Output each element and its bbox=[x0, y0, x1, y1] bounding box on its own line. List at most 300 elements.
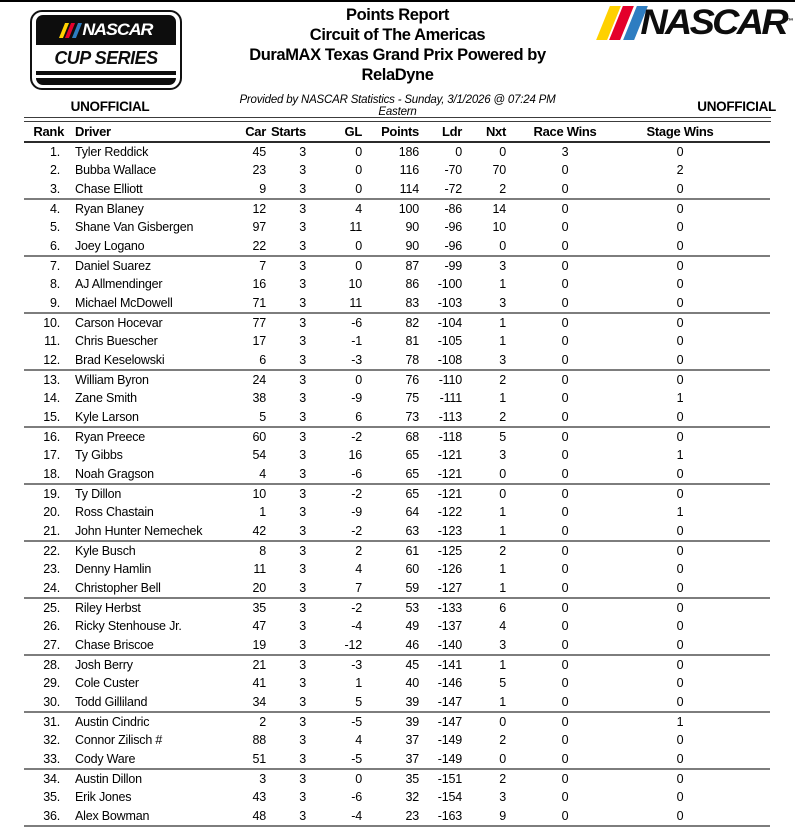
cell-starts: 3 bbox=[299, 334, 306, 348]
status-bar bbox=[0, 94, 795, 116]
nascar-wordmark-text: NASCAR bbox=[640, 3, 786, 42]
cell-gl: 1 bbox=[355, 676, 362, 690]
cell-nxt: 1 bbox=[499, 505, 506, 519]
cell-gl: -2 bbox=[351, 600, 362, 615]
cell-stage-wins: 0 bbox=[676, 277, 684, 291]
cell-stage-wins: 0 bbox=[676, 543, 684, 558]
cell-driver: Noah Gragson bbox=[75, 466, 154, 481]
cell-ldr: -86 bbox=[444, 201, 462, 216]
cell-starts: 3 bbox=[299, 562, 306, 576]
cell-rank: 13. bbox=[43, 372, 60, 387]
cell-points: 100 bbox=[398, 201, 419, 216]
column-header-stage-wins: Stage Wins bbox=[646, 123, 714, 139]
cell-car: 22 bbox=[252, 238, 266, 253]
cell-points: 49 bbox=[405, 619, 419, 633]
report-title-line1: Points Report bbox=[346, 6, 449, 24]
table-row bbox=[24, 199, 770, 218]
column-header-points: Points bbox=[381, 123, 419, 139]
table-row bbox=[24, 712, 770, 731]
cell-race-wins: 0 bbox=[561, 543, 569, 558]
cell-nxt: 1 bbox=[499, 523, 506, 538]
cell-race-wins: 0 bbox=[561, 352, 569, 367]
cell-race-wins: 0 bbox=[561, 258, 569, 273]
table-row bbox=[24, 180, 770, 199]
cell-driver: AJ Allmendinger bbox=[75, 277, 163, 291]
table-row bbox=[24, 807, 770, 826]
cell-gl: -6 bbox=[351, 466, 362, 481]
cell-filler bbox=[736, 142, 770, 161]
cell-stage-wins: 0 bbox=[676, 352, 684, 367]
cell-race-wins: 0 bbox=[561, 714, 569, 729]
cell-starts: 3 bbox=[299, 771, 306, 786]
cell-starts: 3 bbox=[299, 295, 306, 310]
cell-points: 90 bbox=[405, 220, 419, 234]
cell-stage-wins: 0 bbox=[676, 334, 684, 348]
cell-race-wins: 0 bbox=[561, 790, 569, 804]
table-row bbox=[24, 788, 770, 807]
cell-stage-wins: 0 bbox=[676, 637, 684, 652]
nascar-slashes-icon bbox=[62, 23, 79, 38]
cell-nxt: 0 bbox=[499, 751, 506, 766]
cell-driver: Brad Keselowski bbox=[75, 352, 165, 367]
cell-car: 34 bbox=[252, 694, 266, 709]
cell-points: 37 bbox=[405, 751, 419, 766]
cell-gl: 11 bbox=[349, 295, 362, 310]
cell-filler bbox=[736, 541, 770, 560]
table-row bbox=[24, 142, 770, 161]
cell-starts: 3 bbox=[299, 391, 306, 405]
trademark-symbol: ™ bbox=[785, 18, 791, 25]
cell-ldr: -121 bbox=[437, 448, 462, 462]
cell-filler bbox=[736, 788, 770, 807]
report-title-line2: Circuit of The Americas bbox=[309, 26, 486, 44]
cell-race-wins: 0 bbox=[561, 220, 569, 234]
cell-stage-wins: 1 bbox=[676, 391, 684, 405]
cell-race-wins: 0 bbox=[561, 181, 569, 196]
cell-filler bbox=[736, 807, 770, 826]
table-row bbox=[24, 617, 770, 636]
table-row bbox=[24, 674, 770, 693]
cell-starts: 3 bbox=[299, 486, 306, 501]
cell-rank: 11. bbox=[44, 334, 60, 348]
cell-ldr: -103 bbox=[437, 295, 462, 310]
cell-points: 65 bbox=[405, 466, 419, 481]
table-row bbox=[24, 636, 770, 655]
table-row bbox=[24, 522, 770, 541]
cell-filler bbox=[736, 370, 770, 389]
cell-filler bbox=[736, 275, 770, 294]
cell-driver: Chase Briscoe bbox=[75, 637, 154, 652]
cell-race-wins: 0 bbox=[561, 637, 569, 652]
cell-points: 65 bbox=[405, 486, 419, 501]
cell-filler bbox=[736, 351, 770, 370]
cell-gl: 0 bbox=[355, 372, 362, 387]
column-header-race-wins: Race Wins bbox=[533, 123, 597, 139]
cell-filler bbox=[736, 446, 770, 465]
cell-car: 4 bbox=[259, 466, 266, 481]
cell-nxt: 2 bbox=[499, 181, 506, 196]
cell-filler bbox=[736, 237, 770, 256]
cell-car: 77 bbox=[252, 315, 266, 330]
cell-gl: 0 bbox=[355, 181, 362, 196]
table-row bbox=[24, 731, 770, 750]
cell-points: 40 bbox=[405, 676, 419, 690]
cell-driver: Austin Cindric bbox=[75, 714, 150, 729]
table-row bbox=[24, 750, 770, 769]
cell-points: 82 bbox=[405, 315, 419, 330]
cell-car: 45 bbox=[252, 144, 266, 159]
cell-rank: 32. bbox=[43, 733, 60, 747]
cell-race-wins: 0 bbox=[561, 315, 569, 330]
cell-car: 3 bbox=[259, 771, 266, 786]
cell-race-wins: 0 bbox=[561, 562, 569, 576]
cell-filler bbox=[736, 598, 770, 617]
cell-driver: Tyler Reddick bbox=[75, 144, 149, 159]
cell-driver: Zane Smith bbox=[75, 391, 137, 405]
points-table-body bbox=[24, 142, 770, 826]
cell-rank: 35. bbox=[43, 790, 60, 804]
cell-ldr: -118 bbox=[438, 429, 462, 444]
table-row bbox=[24, 370, 770, 389]
cell-filler bbox=[736, 199, 770, 218]
cell-nxt: 1 bbox=[499, 277, 506, 291]
cell-nxt: 0 bbox=[499, 714, 506, 729]
cell-nxt: 1 bbox=[499, 391, 506, 405]
cell-points: 45 bbox=[405, 657, 419, 672]
cell-gl: 4 bbox=[355, 733, 362, 747]
cell-rank: 9. bbox=[49, 295, 60, 310]
cell-driver: Daniel Suarez bbox=[75, 258, 151, 273]
cell-nxt: 0 bbox=[499, 486, 506, 501]
table-row bbox=[24, 693, 770, 712]
table-row bbox=[24, 465, 770, 484]
cell-ldr: -108 bbox=[437, 352, 462, 367]
cell-stage-wins: 0 bbox=[676, 751, 684, 766]
cell-rank: 6. bbox=[49, 238, 60, 253]
cell-car: 11 bbox=[253, 562, 266, 576]
cell-race-wins: 0 bbox=[561, 619, 569, 633]
cell-driver: Todd Gilliland bbox=[75, 694, 148, 709]
cell-filler bbox=[736, 465, 770, 484]
cell-race-wins: 0 bbox=[561, 733, 569, 747]
cell-race-wins: 0 bbox=[561, 466, 569, 481]
cell-gl: 0 bbox=[355, 238, 362, 253]
cell-rank: 28. bbox=[43, 657, 60, 672]
cell-rank: 12. bbox=[43, 352, 60, 367]
cell-starts: 3 bbox=[299, 790, 306, 804]
cell-car: 60 bbox=[252, 429, 266, 444]
cell-gl: -3 bbox=[351, 352, 362, 367]
cell-nxt: 2 bbox=[499, 543, 506, 558]
cell-gl: -5 bbox=[351, 751, 362, 766]
column-header-car: Car bbox=[245, 123, 266, 139]
cell-starts: 3 bbox=[299, 429, 306, 444]
cell-rank: 31. bbox=[43, 714, 60, 729]
cell-car: 54 bbox=[252, 448, 266, 462]
cell-rank: 36. bbox=[43, 808, 60, 823]
cell-stage-wins: 0 bbox=[676, 466, 684, 481]
cell-points: 90 bbox=[405, 238, 419, 253]
cell-starts: 3 bbox=[299, 637, 306, 652]
cell-starts: 3 bbox=[299, 181, 306, 196]
column-header-ldr: Ldr bbox=[441, 123, 462, 139]
cell-filler bbox=[736, 408, 770, 427]
table-row bbox=[24, 313, 770, 332]
cell-rank: 16. bbox=[43, 429, 60, 444]
cell-filler bbox=[736, 313, 770, 332]
cell-starts: 3 bbox=[299, 733, 306, 747]
column-header-gl: GL bbox=[344, 123, 362, 139]
cell-nxt: 1 bbox=[499, 580, 506, 595]
cell-race-wins: 0 bbox=[561, 334, 569, 348]
cell-stage-wins: 0 bbox=[676, 600, 684, 615]
cell-ldr: -126 bbox=[437, 562, 462, 576]
cell-ldr: -121 bbox=[437, 466, 462, 481]
report-title bbox=[197, 5, 598, 85]
cell-ldr: -146 bbox=[437, 676, 462, 690]
cell-points: 73 bbox=[405, 409, 419, 424]
cell-rank: 29. bbox=[43, 676, 60, 690]
cell-nxt: 3 bbox=[499, 352, 506, 367]
cell-race-wins: 0 bbox=[561, 448, 569, 462]
report-title-line3: DuraMAX Texas Grand Prix Powered by bbox=[249, 46, 546, 64]
cell-ldr: -127 bbox=[437, 580, 462, 595]
cell-gl: -9 bbox=[351, 391, 362, 405]
cell-nxt: 6 bbox=[499, 600, 506, 615]
cell-starts: 3 bbox=[299, 657, 306, 672]
cell-ldr: -99 bbox=[444, 258, 462, 273]
cell-gl: -4 bbox=[351, 619, 362, 633]
cell-car: 24 bbox=[252, 372, 266, 387]
cell-stage-wins: 1 bbox=[676, 714, 684, 729]
cell-gl: -4 bbox=[351, 808, 362, 823]
cell-stage-wins: 0 bbox=[676, 181, 684, 196]
cell-points: 78 bbox=[405, 352, 419, 367]
cell-driver: Cody Ware bbox=[75, 751, 136, 766]
cell-nxt: 5 bbox=[499, 429, 506, 444]
cell-ldr: -147 bbox=[437, 714, 462, 729]
cell-points: 39 bbox=[405, 714, 419, 729]
cell-stage-wins: 2 bbox=[676, 163, 684, 177]
cell-race-wins: 0 bbox=[561, 751, 569, 766]
cell-starts: 3 bbox=[299, 714, 306, 729]
cell-starts: 3 bbox=[299, 600, 306, 615]
cell-nxt: 14 bbox=[492, 201, 506, 216]
unofficial-label-right: UNOFFICIAL bbox=[697, 98, 776, 114]
cell-points: 53 bbox=[405, 600, 419, 615]
cell-car: 23 bbox=[252, 163, 266, 177]
cell-filler bbox=[736, 731, 770, 750]
cell-car: 35 bbox=[252, 600, 266, 615]
cell-driver: Kyle Busch bbox=[75, 543, 136, 558]
cell-gl: 4 bbox=[355, 562, 362, 576]
cell-starts: 3 bbox=[299, 580, 306, 595]
cell-filler bbox=[736, 180, 770, 199]
cell-points: 39 bbox=[405, 694, 419, 709]
table-row bbox=[24, 389, 770, 408]
cell-rank: 1. bbox=[49, 144, 60, 159]
cell-ldr: -154 bbox=[437, 790, 462, 804]
cell-ldr: -110 bbox=[438, 372, 462, 387]
table-row bbox=[24, 503, 770, 522]
table-row bbox=[24, 560, 770, 579]
table-row bbox=[24, 161, 770, 180]
cell-ldr: -163 bbox=[437, 808, 462, 823]
column-header-filler bbox=[736, 122, 770, 142]
cell-car: 47 bbox=[252, 619, 266, 633]
cell-nxt: 2 bbox=[499, 409, 506, 424]
table-row bbox=[24, 275, 770, 294]
cup-series-badge bbox=[30, 10, 182, 90]
cell-starts: 3 bbox=[299, 238, 306, 253]
cell-race-wins: 0 bbox=[561, 657, 569, 672]
cell-driver: Ty Gibbs bbox=[75, 448, 123, 462]
cell-starts: 3 bbox=[299, 163, 306, 177]
cell-filler bbox=[736, 636, 770, 655]
cell-filler bbox=[736, 427, 770, 446]
cell-rank: 15. bbox=[43, 409, 60, 424]
cell-rank: 20. bbox=[43, 505, 60, 519]
cell-car: 48 bbox=[252, 808, 266, 823]
cell-rank: 2. bbox=[49, 163, 60, 177]
cell-car: 2 bbox=[259, 714, 266, 729]
cell-nxt: 2 bbox=[499, 771, 506, 786]
table-row bbox=[24, 256, 770, 275]
cell-gl: 2 bbox=[355, 543, 362, 558]
cell-ldr: -137 bbox=[437, 619, 462, 633]
cell-stage-wins: 0 bbox=[676, 790, 684, 804]
cell-points: 32 bbox=[405, 790, 419, 804]
table-row bbox=[24, 579, 770, 598]
cell-gl: -12 bbox=[344, 637, 362, 652]
cell-gl: -3 bbox=[351, 657, 362, 672]
cell-car: 43 bbox=[252, 790, 266, 804]
cell-rank: 3. bbox=[49, 181, 60, 196]
cell-nxt: 1 bbox=[499, 657, 506, 672]
cell-race-wins: 0 bbox=[561, 163, 569, 177]
table-row bbox=[24, 446, 770, 465]
cell-driver: Joey Logano bbox=[75, 238, 145, 253]
cell-race-wins: 0 bbox=[561, 486, 569, 501]
cell-stage-wins: 0 bbox=[676, 694, 684, 709]
cell-stage-wins: 0 bbox=[676, 580, 684, 595]
cell-filler bbox=[736, 256, 770, 275]
cell-ldr: -122 bbox=[437, 505, 462, 519]
cell-car: 12 bbox=[252, 201, 266, 216]
cell-driver: Chase Elliott bbox=[75, 181, 143, 196]
cell-nxt: 3 bbox=[499, 258, 506, 273]
cup-badge-top-band bbox=[36, 15, 176, 45]
cell-nxt: 0 bbox=[499, 466, 506, 481]
cell-race-wins: 0 bbox=[561, 238, 569, 253]
cell-driver: Ricky Stenhouse Jr. bbox=[75, 619, 182, 633]
cell-car: 1 bbox=[259, 505, 266, 519]
cell-ldr: -105 bbox=[437, 334, 462, 348]
cell-gl: -9 bbox=[351, 505, 362, 519]
cell-race-wins: 0 bbox=[561, 277, 569, 291]
cell-driver: Connor Zilisch # bbox=[75, 733, 163, 747]
cell-race-wins: 0 bbox=[561, 372, 569, 387]
cell-car: 5 bbox=[259, 409, 266, 424]
cell-filler bbox=[736, 503, 770, 522]
cell-race-wins: 0 bbox=[561, 409, 569, 424]
cell-gl: -2 bbox=[351, 523, 362, 538]
nascar-logo bbox=[603, 3, 791, 42]
cell-filler bbox=[736, 389, 770, 408]
cell-points: 86 bbox=[405, 277, 419, 291]
cell-rank: 10. bbox=[43, 315, 60, 330]
cell-points: 116 bbox=[399, 163, 419, 177]
cell-car: 41 bbox=[252, 676, 266, 690]
cell-starts: 3 bbox=[299, 352, 306, 367]
cell-nxt: 1 bbox=[499, 315, 506, 330]
cell-car: 20 bbox=[252, 580, 266, 595]
cell-filler bbox=[736, 522, 770, 541]
cell-ldr: -141 bbox=[437, 657, 462, 672]
cell-stage-wins: 0 bbox=[676, 808, 684, 823]
cell-starts: 3 bbox=[299, 619, 306, 633]
column-header-starts: Starts bbox=[270, 123, 306, 139]
cell-points: 114 bbox=[399, 181, 419, 196]
cell-stage-wins: 0 bbox=[676, 295, 684, 310]
provided-by-text: Provided by NASCAR Statistics - Sunday, 3/1/2026 @ 07:24 PM Eastern bbox=[239, 94, 556, 118]
cell-car: 6 bbox=[259, 352, 266, 367]
cell-driver: Christopher Bell bbox=[75, 580, 161, 595]
cell-driver: Denny Hamlin bbox=[75, 562, 152, 576]
table-row bbox=[24, 484, 770, 503]
table-row bbox=[24, 655, 770, 674]
cell-driver: Chris Buescher bbox=[75, 334, 158, 348]
cell-stage-wins: 0 bbox=[676, 220, 684, 234]
cell-gl: 4 bbox=[355, 201, 362, 216]
cell-nxt: 3 bbox=[499, 790, 506, 804]
cell-race-wins: 0 bbox=[561, 694, 569, 709]
cell-gl: 5 bbox=[355, 694, 362, 709]
table-row bbox=[24, 541, 770, 560]
cell-car: 8 bbox=[259, 543, 266, 558]
cell-driver: Riley Herbst bbox=[75, 600, 141, 615]
cell-nxt: 1 bbox=[499, 334, 506, 348]
cell-rank: 8. bbox=[49, 277, 60, 291]
cell-stage-wins: 0 bbox=[676, 144, 684, 159]
cell-points: 35 bbox=[405, 771, 419, 786]
cell-rank: 14. bbox=[43, 391, 60, 405]
cell-nxt: 0 bbox=[499, 144, 506, 159]
cell-nxt: 4 bbox=[499, 619, 506, 633]
cell-rank: 22. bbox=[43, 543, 60, 558]
cell-rank: 25. bbox=[43, 600, 60, 615]
cell-starts: 3 bbox=[299, 751, 306, 766]
cell-rank: 7. bbox=[49, 258, 60, 273]
cell-points: 81 bbox=[405, 334, 419, 348]
cell-stage-wins: 0 bbox=[676, 315, 684, 330]
cell-stage-wins: 0 bbox=[676, 238, 684, 253]
points-table bbox=[24, 122, 770, 827]
cell-car: 21 bbox=[252, 657, 266, 672]
cell-rank: 30. bbox=[43, 694, 60, 709]
nascar-logo-slashes-icon bbox=[603, 6, 641, 40]
cell-filler bbox=[736, 484, 770, 503]
cell-driver: Alex Bowman bbox=[75, 808, 150, 823]
cell-car: 17 bbox=[252, 334, 266, 348]
column-header-nxt: Nxt bbox=[485, 123, 506, 139]
cell-driver: John Hunter Nemechek bbox=[75, 523, 203, 538]
cell-nxt: 10 bbox=[492, 220, 506, 234]
cell-starts: 3 bbox=[299, 277, 306, 291]
cell-nxt: 3 bbox=[499, 637, 506, 652]
cell-race-wins: 0 bbox=[561, 771, 569, 786]
cell-gl: 11 bbox=[349, 220, 362, 234]
